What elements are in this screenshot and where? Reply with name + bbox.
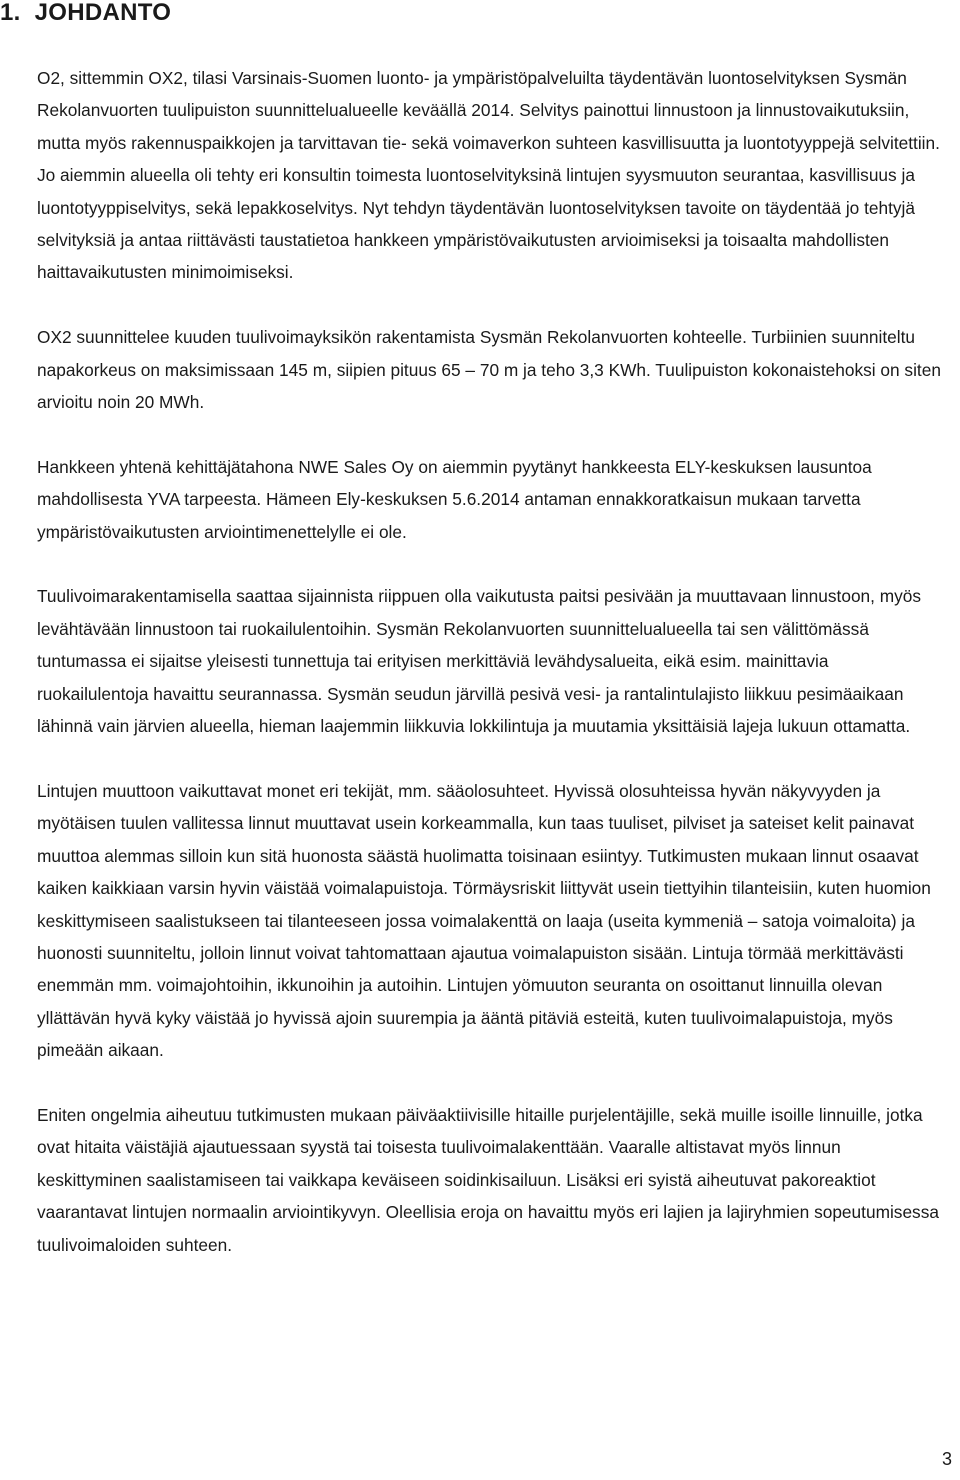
section-heading — [0, 0, 171, 26]
paragraph-spacer — [37, 418, 942, 450]
paragraph-spacer — [37, 742, 942, 774]
paragraph-spacer — [37, 1067, 942, 1099]
paragraph-risk-species: Eniten ongelmia aiheutuu tutkimusten mukaan päiväaktiivisille hitaille purjelentäjille, sekä muille isoille linnuille, jotka ovat hitaita väistäjiä ajautuessaan syystä tai toisesta tuulivoimalakenttään. Vaaralle altistavat myös linnun keskittyminen saalistamiseen tai vaikkapa keväiseen soidinkisailuun. Lisäksi eri syistä aiheutuvat pakoreaktiot vaarantavat lintujen normaalin arviointikyvyn. Oleellisia eroja on havaittu myös eri lajien ja lajiryhmien sopeutumisessa tuulivoimaloiden suhteen. — [37, 1104, 939, 1255]
section-title: JOHDANTO — [34, 0, 172, 26]
paragraph-spacer — [37, 289, 942, 321]
page-number: 3 — [941, 1449, 952, 1469]
paragraph-intro: O2, sittemmin OX2, tilasi Varsinais-Suomen luonto- ja ympäristöpalveluilta täydentävän luontoselvityksen Sysmän Rekolanvuorten tuulipuiston suunnittelualueelle keväällä 2014. Selvitys painottui linnustoon ja linnustovaikutuksiin, mutta myös rakennuspaikkojen ja tarvittavan tie- sekä voimaverkon suhteen kasvillisuutta ja luontotyyppejä selvitettiin. Jo aiemmin alueella oli tehty eri konsultin toimesta luontoselvityksinä lintujen syysmuuton seurantaa, kasvillisuus ja luontotyyppiselvitys, sekä lepakkoselvitys. Nyt tehdyn täydentävän luontoselvityksen tavoite on täydentää jo tehtyjä selvityksiä ja antaa riittävästi taustatietoa hankkeen ympäristövaikutusten arvioimiseksi ja toisaalta mahdollisten haittavaikutusten minimoimiseksi. — [37, 68, 940, 283]
paragraph-turbines: OX2 suunnittelee kuuden tuulivoimayksikön rakentamista Sysmän Rekolanvuorten kohteelle. Turbiinien suunniteltu napakorkeus on maksimissaan 145 m, siipien pituus 65 – 70 m ja teho 3,3 KWh. Tuulipuiston kokonaistehoksi on siten arvioitu noin 20 MWh. — [37, 327, 941, 413]
paragraph-ely-statement: Hankkeen yhtenä kehittäjätahona NWE Sales Oy on aiemmin pyytänyt hankkeesta ELY-keskuksen lausuntoa mahdollisesta YVA tarpeesta. Hämeen Ely-keskuksen 5.6.2014 antaman ennakkoratkaisun mukaan tarvetta ympäristövaikutusten arviointimenettelylle ei ole. — [37, 456, 872, 542]
paragraph-migration: Lintujen muuttoon vaikuttavat monet eri tekijät, mm. sääolosuhteet. Hyvissä olosuhteissa hyvän näkyvyyden ja myötäisen tuulen vallitessa linnut muuttavat usein korkeammalla, kun taas tuuliset, pilviset ja sateiset kelit painavat muuttoa alemmas silloin kun sitä huonosta säästä huolimatta toisinaan esiintyy. Tutkimusten mukaan linnut osaavat kaiken kaikkiaan varsin hyvin väistää voimalapuistoja. Törmäysriskit liittyvät usein tiettyihin tilanteisiin, kuten huomion keskittymiseen saalistukseen tai tilanteeseen jossa voimalakenttä on laaja (useita kymmeniä – satoja voimaloita) ja huonosti suunniteltu, jolloin linnut voivat tahtomattaan ajautua voimalapuiston sisään. Lintuja törmää merkittävästi enemmän mm. voimajohtoihin, ikkunoihin ja autoihin. Lintujen yömuuton seuranta on osoittanut linnuilla olevan yllättävän hyvä kyky väistää jo hyvissä ajoin suurempia ja ääntä pitäviä esteitä, kuten tuulivoimalapuistoja, myös pimeään aikaan. — [37, 780, 931, 1061]
section-number: 1. — [0, 0, 21, 26]
document-body — [37, 62, 942, 1261]
paragraph-bird-impact: Tuulivoimarakentamisella saattaa sijainnista riippuen olla vaikutusta paitsi pesivään ja muuttavaan linnustoon, myös levähtävään linnustoon tai ruokailulentoihin. Sysmän Rekolanvuorten suunnittelualueella tai sen välittömässä tuntumassa ei sijaitse yleisesti tunnettuja tai erityisen merkittäviä levähdysalueita, eikä esim. mainittavia ruokailulentoja havaittu seurannassa. Sysmän seudun järvillä pesivä vesi- ja rantalintulajisto liikkuu pesimäaikaan lähinnä vain järvien alueella, hieman laajemmin liikkuvia lokkilintuja ja muutamia yksittäisiä lajeja lukuun ottamatta. — [37, 586, 922, 737]
paragraph-spacer — [37, 548, 942, 580]
